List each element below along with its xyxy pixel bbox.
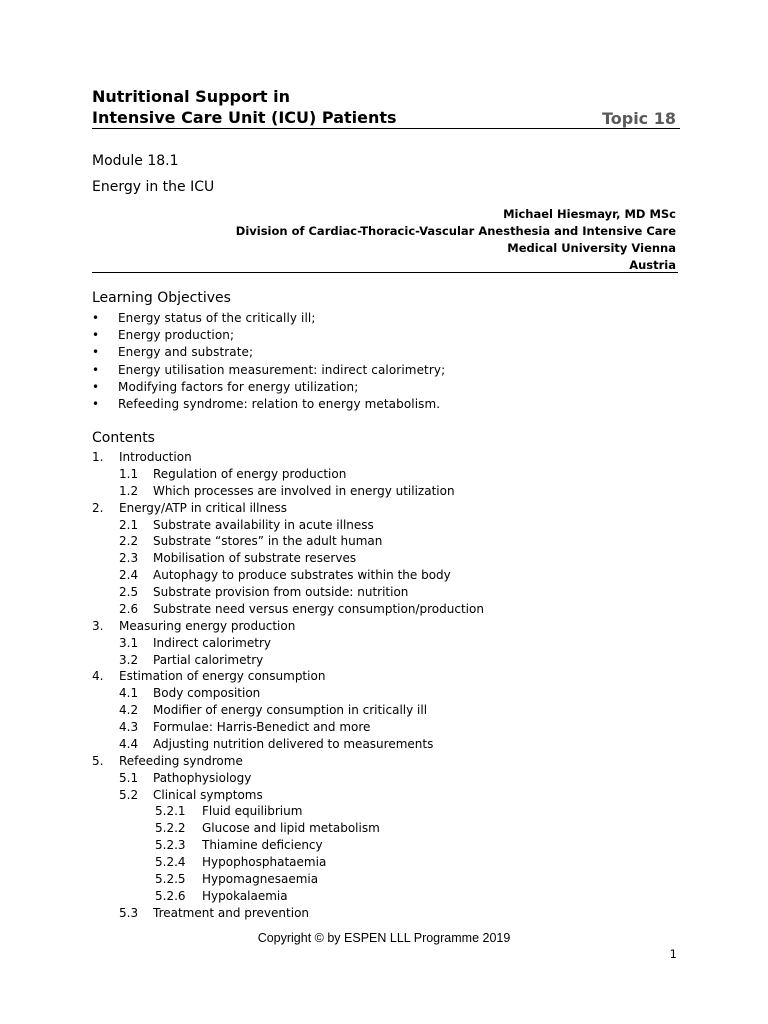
learning-objective-text: Energy production;: [118, 328, 235, 343]
toc-number: 5.3: [119, 905, 139, 920]
toc-number: 5.2.3: [155, 838, 186, 853]
learning-objective-text: Energy and substrate;: [118, 345, 254, 360]
toc-entry-title: Partial calorimetry: [153, 652, 264, 667]
toc-number: 1.2: [119, 483, 139, 498]
toc-number: 3.: [92, 618, 104, 633]
toc-number: 4.2: [119, 703, 139, 718]
toc-number: 4.4: [119, 736, 139, 751]
page-number: 1: [669, 947, 677, 961]
toc-entry-title: Measuring energy production: [119, 618, 296, 633]
toc-number: 5.2.4: [155, 855, 186, 870]
toc-entry-title: Hypokalaemia: [202, 888, 288, 903]
toc-number: 5.2.6: [155, 888, 186, 903]
toc-entry-title: Modifier of energy consumption in critically ill: [153, 703, 428, 718]
toc-entry-title: Regulation of energy production: [153, 466, 347, 481]
toc-entry-title: Indirect calorimetry: [153, 635, 271, 650]
bullet-icon: •: [92, 379, 100, 394]
toc-entry-title: Energy/ATP in critical illness: [119, 500, 287, 515]
bullet-icon: •: [92, 362, 100, 377]
toc-entry-title: Substrate need versus energy consumption/production: [153, 601, 484, 616]
toc-entry-title: Hypophosphataemia: [202, 855, 327, 870]
bullet-icon: •: [92, 397, 100, 411]
learning-objectives-heading: Learning Objectives: [92, 290, 231, 306]
document-title-line-2: Intensive Care Unit (ICU) Patients: [92, 108, 397, 127]
toc-number: 2.3: [119, 551, 139, 566]
author-name: Michael Hiesmayr, MD MSc: [503, 207, 676, 221]
toc-entry-title: Treatment and prevention: [153, 905, 310, 920]
toc-entry-title: Substrate “stores” in the adult human: [153, 534, 383, 549]
toc-number: 3.2: [119, 652, 139, 667]
toc-number: 3.1: [119, 635, 139, 650]
toc-number: 1.: [92, 450, 104, 464]
module-number: Module 18.1: [92, 153, 179, 169]
toc-entry-title: Thiamine deficiency: [202, 838, 323, 853]
copyright-notice: Copyright © by ESPEN LLL Programme 2019: [257, 931, 511, 945]
toc-entry-title: Refeeding syndrome: [119, 753, 243, 768]
toc-number: 2.1: [119, 517, 139, 532]
toc-number: 5.2.2: [155, 821, 186, 836]
toc-number: 5.1: [119, 770, 139, 785]
toc-entry-title: Estimation of energy consumption: [119, 669, 326, 684]
toc-entry-title: Substrate availability in acute illness: [153, 517, 374, 532]
learning-objective-text: Refeeding syndrome: relation to energy metabolism.: [118, 397, 441, 411]
toc-entry-title: Pathophysiology: [153, 770, 252, 785]
toc-entry-title: Introduction: [119, 450, 192, 464]
author-divider: [92, 272, 678, 273]
toc-entry-title: Which processes are involved in energy utilization: [153, 483, 455, 498]
author-university: Medical University Vienna: [507, 241, 676, 255]
contents-heading: Contents: [92, 430, 155, 446]
toc-entry-title: Hypomagnesaemia: [202, 872, 319, 886]
toc-number: 2.2: [119, 534, 139, 549]
toc-number: 2.5: [119, 585, 139, 600]
title-underline: [92, 128, 680, 129]
toc-number: 5.2.5: [155, 872, 186, 886]
toc-entry-title: Fluid equilibrium: [202, 804, 303, 819]
toc-number: 1.1: [119, 466, 139, 481]
learning-objective-text: Energy utilisation measurement: indirect calorimetry;: [118, 362, 446, 377]
toc-number: 2.4: [119, 568, 139, 583]
author-country: Austria: [629, 258, 676, 272]
toc-entry-title: Glucose and lipid metabolism: [202, 821, 380, 836]
author-division: Division of Cardiac-Thoracic-Vascular Anesthesia and Intensive Care: [235, 224, 676, 238]
toc-number: 5.: [92, 753, 104, 768]
learning-objective-text: Modifying factors for energy utilization;: [118, 379, 359, 394]
toc-number: 4.: [92, 669, 104, 684]
bullet-icon: •: [92, 328, 100, 343]
toc-entry-title: Clinical symptoms: [153, 787, 263, 802]
toc-number: 2.6: [119, 601, 139, 616]
learning-objective-text: Energy status of the critically ill;: [118, 311, 316, 325]
toc-entry-title: Body composition: [153, 686, 261, 701]
topic-label: Topic 18: [601, 109, 676, 128]
toc-entry-title: Autophagy to produce substrates within the body: [153, 568, 451, 583]
toc-entry-title: Adjusting nutrition delivered to measurements: [153, 736, 434, 751]
document-title-line-1: Nutritional Support in: [92, 87, 290, 106]
toc-number: 5.2.1: [155, 804, 186, 819]
bullet-icon: •: [92, 345, 100, 360]
toc-number: 5.2: [119, 787, 139, 802]
toc-number: 4.3: [119, 720, 139, 735]
bullet-icon: •: [92, 311, 100, 325]
toc-entry-title: Mobilisation of substrate reserves: [153, 551, 357, 566]
module-name: Energy in the ICU: [92, 179, 215, 195]
toc-number: 4.1: [119, 686, 139, 701]
toc-entry-title: Substrate provision from outside: nutrition: [153, 585, 409, 600]
toc-entry-title: Formulae: Harris-Benedict and more: [153, 720, 371, 735]
toc-number: 2.: [92, 500, 104, 515]
